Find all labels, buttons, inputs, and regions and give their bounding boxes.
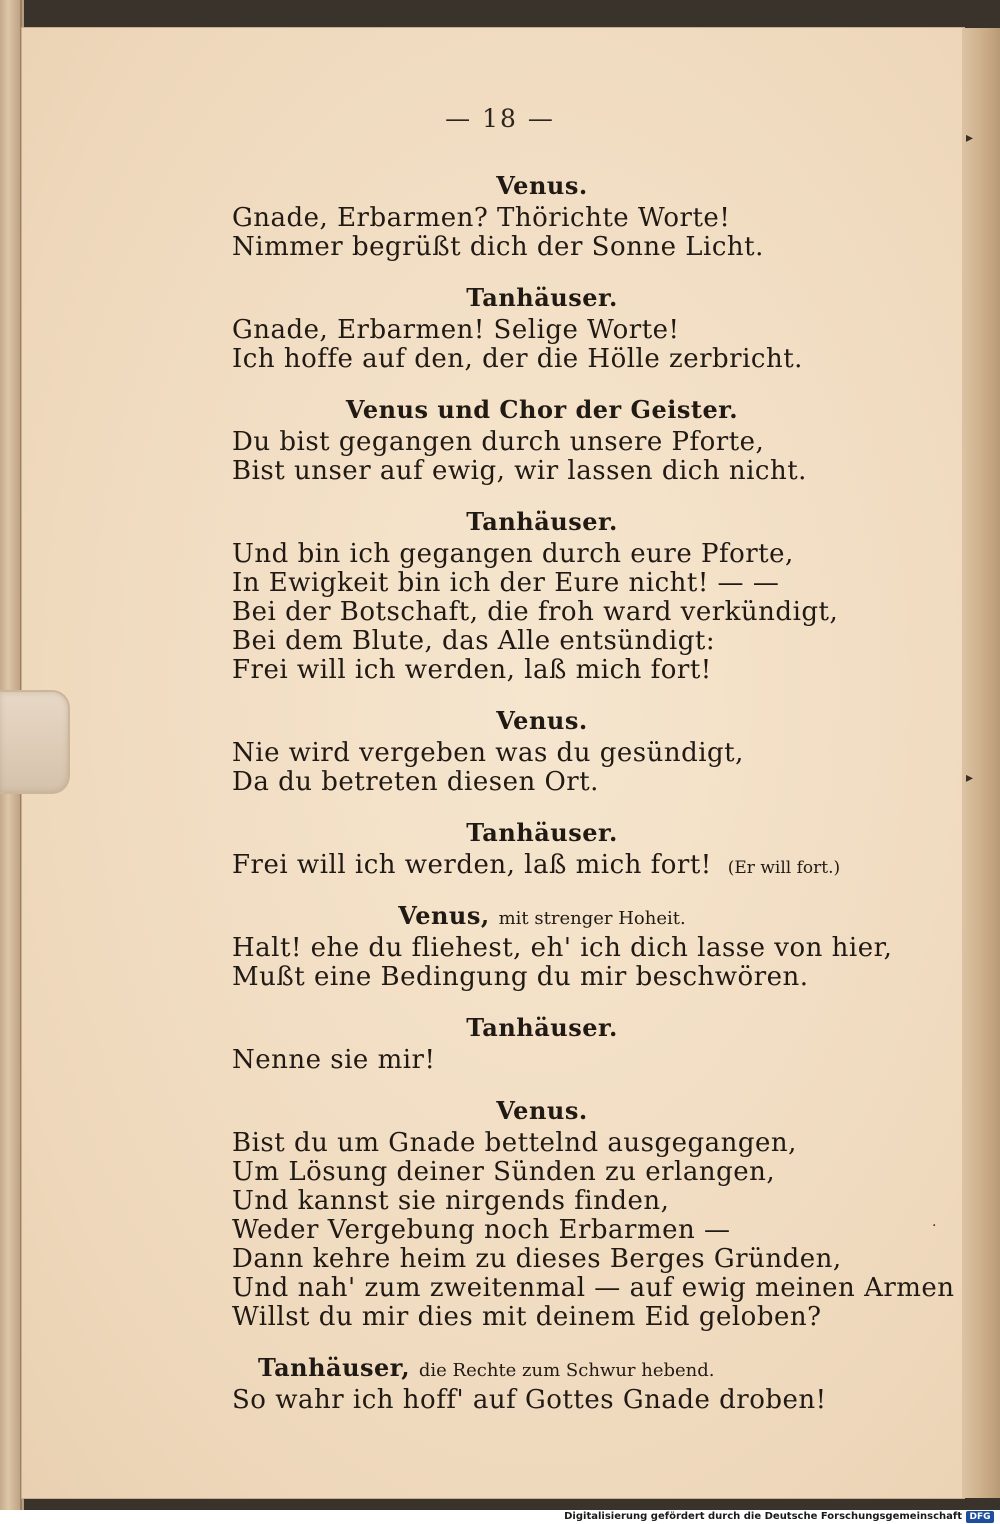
speaker-name: Tanhäuser, (258, 1353, 411, 1382)
verse-text: Bist unser auf ewig, wir lassen dich nicht. (232, 456, 807, 486)
block-gap (232, 992, 852, 1010)
verse-text: Nimmer begrüßt dich der Sonne Licht. (232, 232, 764, 262)
speaker-heading (232, 1350, 852, 1386)
speaker-name: Venus, (398, 901, 490, 930)
verse-line (232, 1216, 852, 1245)
speaker-name: Tanhäuser. (466, 283, 618, 312)
verse-line (232, 457, 852, 486)
speaker-heading (232, 703, 852, 739)
verse-text: In Ewigkeit bin ich der Eure nicht! — — (232, 568, 780, 598)
verse-line (232, 1158, 852, 1187)
verse-line (232, 1129, 852, 1158)
verse-line (232, 933, 893, 963)
verse-text: Bei dem Blute, das Alle entsündigt: (232, 626, 716, 656)
speaker-heading (232, 280, 852, 316)
speaker-heading (232, 815, 852, 851)
verse-text: Halt! ehe du fliehest, eh' ich dich lasse von hier, (232, 933, 893, 963)
block-gap (232, 262, 852, 280)
stage-direction: mit strenger Hoheit. (498, 908, 686, 929)
verse-text: Frei will ich werden, laß mich fort! (232, 655, 712, 685)
verse-line (232, 428, 852, 457)
verse-line (232, 768, 852, 797)
verse-line (232, 345, 852, 374)
verse-line (232, 1187, 852, 1216)
verse-line (232, 540, 852, 569)
verse-line (232, 1386, 852, 1415)
verse-text: Nie wird vergeben was du gesündigt, (232, 738, 744, 768)
block-gap (232, 797, 852, 815)
verse-text: Frei will ich werden, laß mich fort! (232, 850, 712, 880)
verse-text: Mußt eine Bedingung du mir beschwören. (232, 962, 809, 992)
verse-text: Und bin ich gegangen durch eure Pforte, (232, 539, 794, 569)
verse-line (232, 656, 852, 685)
verse-text: Um Lösung deiner Sünden zu erlangen, (232, 1157, 776, 1187)
block-gap (232, 486, 852, 504)
speaker-name: Venus und Chor der Geister. (345, 395, 739, 424)
speaker-heading (232, 898, 852, 934)
verse-text: Gnade, Erbarmen? Thörichte Worte! (232, 203, 731, 233)
verse-text: Bei der Botschaft, die froh ward verkündigt, (232, 597, 839, 627)
verse-text: Und kannst sie nirgends finden, (232, 1186, 670, 1216)
verse-text: Und nah' zum zweitenmal — auf ewig meinen Armen (232, 1273, 955, 1303)
speaker-heading (232, 504, 852, 540)
verse-line (232, 851, 852, 880)
speaker-name: Tanhäuser. (466, 818, 618, 847)
verse-line (232, 963, 852, 992)
speaker-name: Tanhäuser. (466, 507, 618, 536)
verse-text: Ich hoffe auf den, der die Hölle zerbricht. (232, 344, 803, 374)
block-gap (232, 685, 852, 703)
verse-line (232, 1245, 852, 1274)
speaker-heading (232, 1093, 852, 1129)
dfg-logo: DFG (966, 1511, 994, 1523)
margin-mark: ▸ (966, 770, 974, 786)
verse-text: Weder Vergebung noch Erbarmen — (232, 1215, 731, 1245)
verse-text: Da du betreten diesen Ort. (232, 767, 599, 797)
verse-text: Nenne sie mir! (232, 1045, 436, 1075)
speaker-name: Tanhäuser. (466, 1013, 618, 1042)
play-text (232, 168, 955, 1433)
verse-text: Du bist gegangen durch unsere Pforte, (232, 427, 765, 457)
verse-line (232, 316, 852, 345)
speaker-name: Venus. (496, 171, 588, 200)
book-gutter (962, 28, 1000, 1498)
verse-text: So wahr ich hoff' auf Gottes Gnade droben! (232, 1385, 827, 1415)
speaker-name: Venus. (496, 706, 588, 735)
funding-credit: Digitalisierung gefördert durch die Deutsche Forschungsgemeinschaft (564, 1511, 962, 1522)
stage-aside: (Er will fort.) (727, 858, 841, 878)
verse-line (232, 627, 852, 656)
verse-line (232, 569, 852, 598)
verse-line (232, 1303, 852, 1332)
page-number: — 18 — (445, 104, 555, 133)
speaker-name: Venus. (496, 1096, 588, 1125)
block-gap (232, 1332, 852, 1350)
block-gap (232, 374, 852, 392)
stage-direction: die Rechte zum Schwur hebend. (418, 1360, 715, 1381)
block-gap (232, 1075, 852, 1093)
speaker-heading (232, 1010, 852, 1046)
margin-mark: ▸ (966, 130, 974, 146)
verse-text: Dann kehre heim zu dieses Berges Gründen, (232, 1244, 842, 1274)
block-gap (232, 880, 852, 898)
verse-line (232, 204, 852, 233)
page-tab-marker (0, 690, 70, 794)
speaker-heading (232, 168, 852, 204)
verse-line (232, 1046, 852, 1075)
margin-mark: · (932, 1218, 937, 1234)
block-gap (232, 1415, 852, 1433)
verse-line (232, 233, 852, 262)
verse-line (232, 1273, 955, 1303)
verse-line (232, 598, 852, 627)
speaker-heading (232, 392, 852, 428)
verse-line (232, 739, 852, 768)
verse-text: Bist du um Gnade bettelnd ausgegangen, (232, 1128, 797, 1158)
verse-text: Gnade, Erbarmen! Selige Worte! (232, 315, 680, 345)
verse-text: Willst du mir dies mit deinem Eid geloben? (232, 1302, 822, 1332)
